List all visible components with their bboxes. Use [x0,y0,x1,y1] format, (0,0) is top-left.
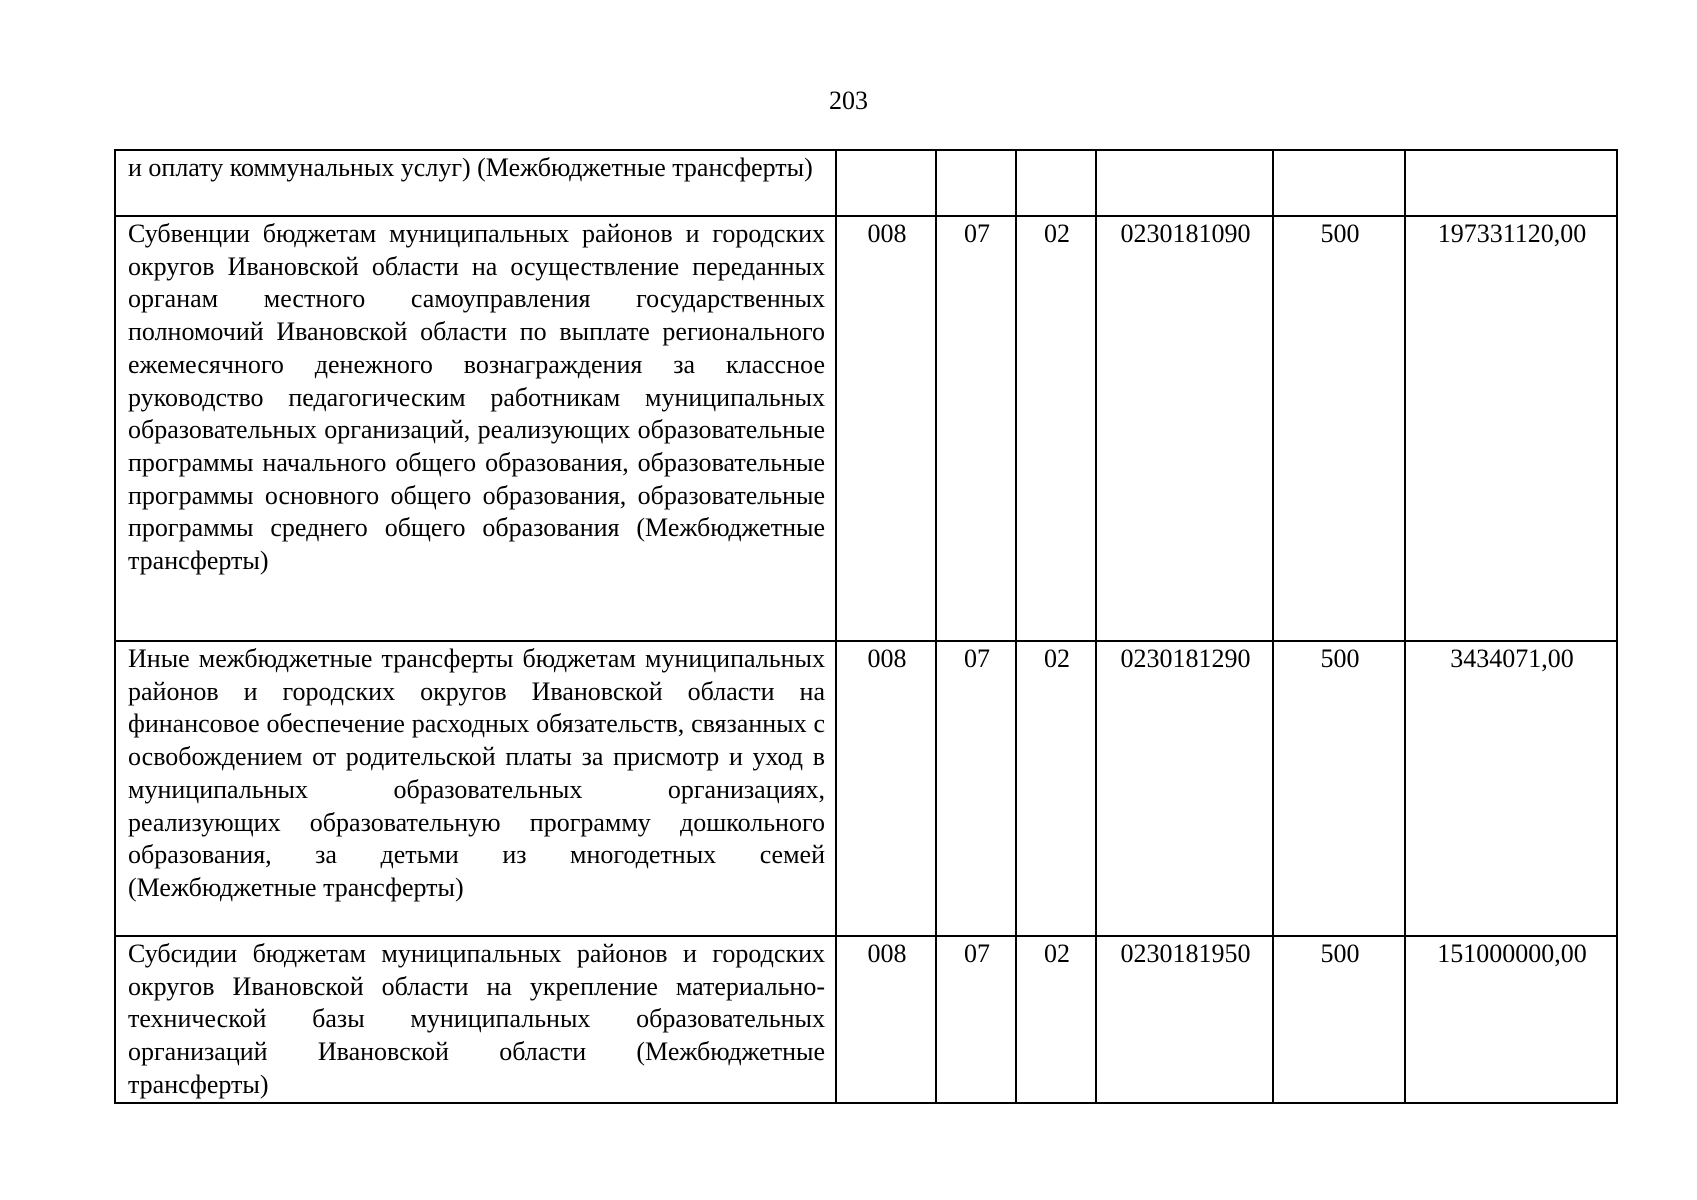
ministry-code: 008 [836,641,936,936]
ministry-code: 008 [836,216,936,641]
subsection-code [1016,150,1096,216]
ministry-code [836,150,936,216]
target-article-code: 0230181950 [1096,936,1273,1103]
amount-value: 3434071,00 [1405,641,1617,936]
target-article-code: 0230181090 [1096,216,1273,641]
amount-value: 151000000,00 [1405,936,1617,1103]
table-row [115,216,1617,641]
row-description-cell [115,150,836,216]
expense-type-code [1273,150,1405,216]
table-row [115,641,1617,936]
row-description-cell [115,936,836,1103]
row-description: Субсидии бюджетам муниципальных районов и городских округов Ивановской области на укрепление материально-технической базы муниципальных образовательных организаций Ивановской области (Межбюджетные трансферты) [128,939,825,1099]
subsection-code: 02 [1016,216,1096,641]
expense-type-code: 500 [1273,936,1405,1103]
target-article-code: 0230181290 [1096,641,1273,936]
row-description: Иные межбюджетные трансферты бюджетам муниципальных районов и городских округов Ивановской области на финансовое обеспечение расходных обязательств, связанных с освобождением от родительской платы за присмотр и уход в муниципальных образовательных организациях, реализующих образовательную программу дошкольного образования, за детьми из многодетных семей (Межбюджетные трансферты) [128,644,825,902]
subsection-code: 02 [1016,936,1096,1103]
section-code: 07 [936,641,1016,936]
expense-type-code: 500 [1273,216,1405,641]
table-row [115,150,1617,216]
row-description: и оплату коммунальных услуг) (Межбюджетные трансферты) [128,153,813,182]
ministry-code: 008 [836,936,936,1103]
row-description-cell [115,641,836,936]
amount-value: 197331120,00 [1405,216,1617,641]
amount-value [1405,150,1617,216]
section-code: 07 [936,216,1016,641]
page-number: 203 [829,86,868,115]
target-article-code [1096,150,1273,216]
row-description: Субвенции бюджетам муниципальных районов и городских округов Ивановской области на осуществление переданных органам местного самоуправления государственных полномочий Ивановской области по выплате регионального ежемесячного денежного вознаграждения за классное руководство педагогическим работникам муниципальных образовательных организаций, реализующих образовательные программы начального общего образования, образовательные программы основного общего образования, образовательные программы среднего общего образования (Межбюджетные трансферты) [128,219,825,576]
table-row [115,936,1617,1103]
budget-table [114,149,1618,1104]
row-description-cell [115,216,836,641]
section-code [936,150,1016,216]
expense-type-code: 500 [1273,641,1405,936]
section-code: 07 [936,936,1016,1103]
subsection-code: 02 [1016,641,1096,936]
